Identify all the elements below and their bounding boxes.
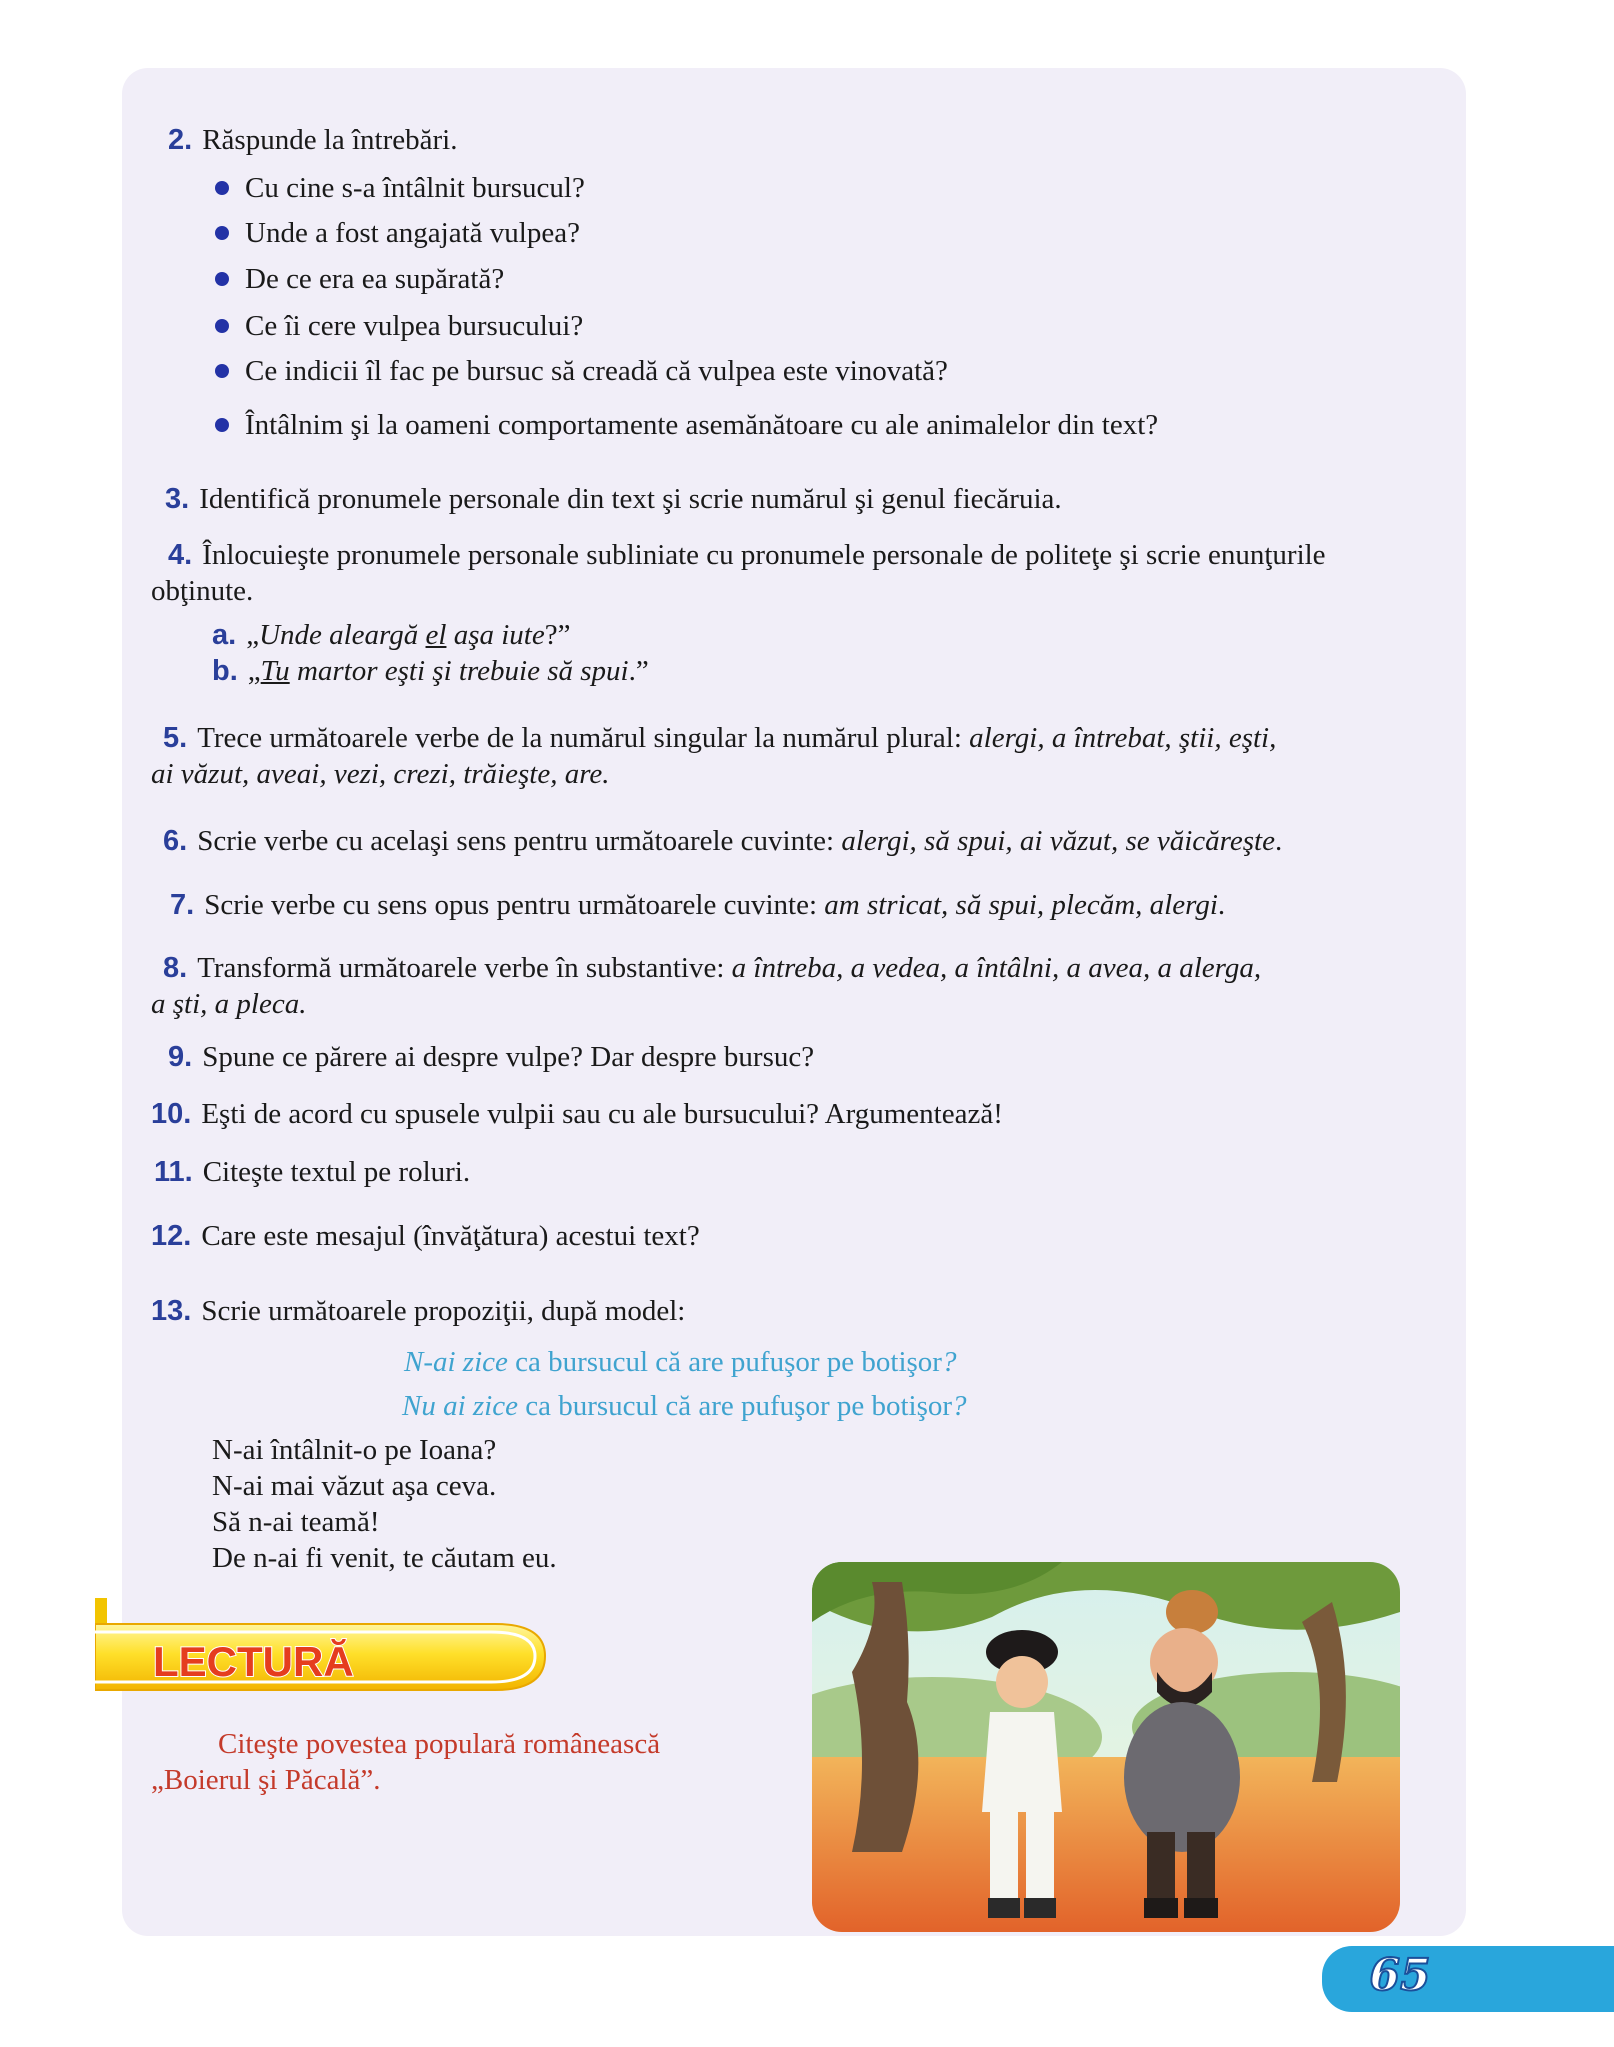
question-8-continued: a şti, a pleca. (151, 988, 307, 1020)
list-item: Ce îi cere vulpea bursucului? (215, 308, 583, 344)
question-2 (168, 122, 457, 158)
lectura-text-line-1: Citeşte povestea populară românească (218, 1728, 661, 1760)
list-item: N-ai întâlnit-o pe Ioana? (212, 1434, 497, 1466)
question-text: Răspunde la întrebări. (202, 124, 458, 156)
bullet-icon (215, 364, 229, 378)
bullet-icon (215, 319, 229, 333)
bullet-icon (215, 418, 229, 432)
question-3: 3. Identifică pronumele personale din text şi scrie numărul şi genul fiecăruia. (165, 483, 1062, 515)
question-4-continued: obţinute. (151, 575, 254, 607)
question-13: 13. Scrie următoarele propoziţii, după model: (151, 1295, 686, 1327)
question-number: 2. (168, 124, 193, 156)
question-7: 7. Scrie verbe cu sens opus pentru următoarele cuvinte: am stricat, să spui, plecăm, alergi. (170, 889, 1226, 921)
model-sentence-2: Nu ai zice ca bursucul că are pufuşor pe botişor? (402, 1390, 967, 1422)
list-item: Unde a fost angajată vulpea? (215, 215, 580, 251)
lectura-banner (95, 1598, 550, 1694)
list-item: De n-ai fi venit, te căutam eu. (212, 1542, 557, 1574)
question-6: 6. Scrie verbe cu acelaşi sens pentru următoarele cuvinte: alergi, să spui, ai văzut, se văicăreşte. (163, 825, 1283, 857)
page-number: 65 (1369, 1950, 1431, 2001)
bullet-icon (215, 272, 229, 286)
question-11: 11. Citeşte textul pe roluri. (154, 1156, 471, 1188)
question-4-item-b: b. „Tu martor eşti şi trebuie să spui.” (212, 655, 649, 687)
list-item: De ce era ea supărată? (215, 261, 504, 297)
question-12: 12. Care este mesajul (învăţătura) acestui text? (151, 1220, 700, 1252)
list-item: Întâlnim şi la oameni comportamente asemănătoare cu ale animalelor din text? (215, 407, 1158, 443)
question-10: 10. Eşti de acord cu spusele vulpii sau cu ale bursucului? Argumentează! (151, 1098, 1003, 1130)
question-4: 4. Înlocuieşte pronumele personale subliniate cu pronumele personale de politeţe şi scrie enunţurile (168, 539, 1326, 571)
question-5-continued: ai văzut, aveai, vezi, crezi, trăieşte, are. (151, 758, 610, 790)
list-item: Cu cine s-a întâlnit bursucul? (215, 170, 585, 206)
lectura-text-line-2: „Boierul şi Păcală”. (151, 1764, 381, 1796)
question-4-item-a: a. „Unde aleargă el aşa iute?” (212, 619, 571, 651)
list-item: N-ai mai văzut aşa ceva. (212, 1470, 497, 1502)
question-9: 9. Spune ce părere ai despre vulpe? Dar despre bursuc? (168, 1041, 815, 1073)
bullet-icon (215, 181, 229, 195)
lectura-title: LECTURĂ (153, 1638, 354, 1685)
illustration-boierul-si-pacala (812, 1562, 1400, 1932)
question-5: 5. Trece următoarele verbe de la numărul singular la numărul plural: alergi, a întrebat, ştii, eşti, (163, 722, 1277, 754)
list-item: Ce indicii îl fac pe bursuc să creadă că vulpea este vinovată? (215, 353, 948, 389)
question-8: 8. Transformă următoarele verbe în substantive: a întreba, a vedea, a întâlni, a avea, a alerga, (163, 952, 1262, 984)
model-sentence-1: N-ai zice ca bursucul că are pufuşor pe botişor? (404, 1346, 957, 1378)
bullet-icon (215, 226, 229, 240)
list-item: Să n-ai teamă! (212, 1506, 380, 1538)
